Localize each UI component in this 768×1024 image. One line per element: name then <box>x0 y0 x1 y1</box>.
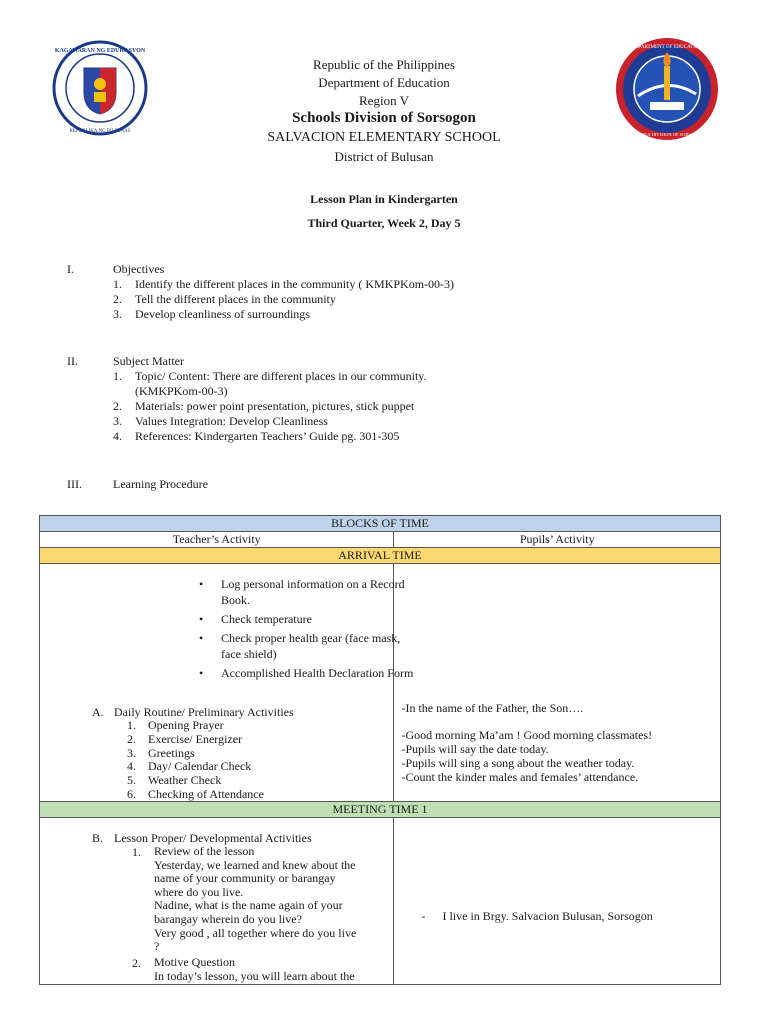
header-division: Schools Division of Sorsogon <box>292 110 476 126</box>
header-line-republic: Republic of the Philippines <box>313 57 455 72</box>
routine-item: Weather Check <box>148 773 222 788</box>
subject-matter-numeral: II. <box>67 354 78 368</box>
routine-item: Greetings <box>148 745 195 760</box>
daily-routine-numbers: 1. 2. 3. 4. 5. 6. <box>127 718 136 801</box>
header-line-region: Region V <box>359 93 409 108</box>
seal-bottom-text: REPUBLIKA NG PILIPINAS <box>69 129 131 134</box>
arrival-bullet-1: • Log personal information on a Record Book. <box>199 576 421 608</box>
pupil-response: -Count the kinder males and females’ attendance. <box>401 770 639 784</box>
subject-references: References: Kindergarten Teachers’ Guide pg. 301-305 <box>135 429 400 443</box>
procedure-heading: Learning Procedure <box>113 477 208 491</box>
teacher-activity-header: Teacher’s Activity <box>40 532 394 548</box>
header-school: SALVACION ELEMENTARY SCHOOL <box>267 130 501 145</box>
subject-num-3: 3. <box>113 414 122 428</box>
pupil-response: -Good morning Ma’am ! Good morning classmates! <box>401 728 653 742</box>
blocks-of-time-header: BLOCKS OF TIME <box>40 516 721 532</box>
logo-bottom-text: SCHOOLS DIVISION OF SORSOGON <box>630 132 704 137</box>
arrival-bullet-4: • Accomplished Health Declaration Form <box>199 665 421 681</box>
motive-title: Motive Question <box>154 955 235 969</box>
review-title: Review of the lesson <box>154 844 255 858</box>
routine-item: Opening Prayer <box>148 718 224 732</box>
objective-num-1: 1. <box>113 277 122 291</box>
subject-matter-heading: Subject Matter <box>113 354 184 368</box>
review-line: barangay wherein do you live? <box>154 911 302 926</box>
objective-num-3: 3. <box>113 307 122 321</box>
header-district: District of Bulusan <box>334 149 434 164</box>
motive-block <box>154 956 394 983</box>
procedure-numeral: III. <box>67 477 82 491</box>
objective-num-2: 2. <box>113 292 122 306</box>
arrival-bullet-2: • Check temperature <box>199 611 421 627</box>
pupil-response: -Pupils will say the date today. <box>401 742 549 756</box>
subject-topic: Topic/ Content: There are different places in our community. <box>135 369 427 383</box>
subject-materials: Materials: power point presentation, pictures, stick puppet <box>135 399 415 413</box>
pupil-answer-dash: - <box>421 909 426 923</box>
subject-num-4: 4. <box>113 429 122 443</box>
objectives-numeral: I. <box>67 262 74 276</box>
objectives-heading: Objectives <box>113 262 165 276</box>
objective-item-3: Develop cleanliness of surroundings <box>135 307 310 321</box>
learning-procedure-table <box>39 515 721 985</box>
pupil-activity-header: Pupils’ Activity <box>394 532 721 548</box>
subject-topic-code: (KMKPKom-00-3) <box>135 384 228 398</box>
routine-item: Checking of Attendance <box>148 786 264 801</box>
review-line: name of your community or barangay <box>154 871 336 886</box>
arrival-bullet-3: • Check proper health gear (face mask, face shield) <box>199 630 421 662</box>
deped-seal-logo <box>44 40 156 136</box>
lesson-plan-subtitle: Third Quarter, Week 2, Day 5 <box>307 216 461 230</box>
review-line: Yesterday, we learned and knew about the <box>154 857 356 872</box>
motive-line: In today’s lesson, you will learn about the <box>154 968 355 983</box>
lesson-proper-heading: Lesson Proper/ Developmental Activities <box>114 831 312 845</box>
pupil-answer: I live in Brgy. Salvacion Bulusan, Sorsogon <box>442 909 653 923</box>
review-line: ? <box>154 939 160 954</box>
logo-ring-text: DEPARTMENT OF EDUCATION <box>631 45 703 50</box>
routine-item: Day/ Calendar Check <box>148 759 252 774</box>
objective-item-1: Identify the different places in the community ( KMKPKom-00-3) <box>135 277 455 291</box>
subject-num-2: 2. <box>113 399 122 413</box>
meeting-time-band: MEETING TIME 1 <box>40 802 721 818</box>
pupil-response: -Pupils will sing a song about the weather today. <box>401 756 635 770</box>
routine-item: Exercise/ Energizer <box>148 731 243 746</box>
motive-number: 2. <box>132 956 141 970</box>
subject-num-1: 1. <box>113 369 122 383</box>
review-line: Very good , all together where do you live <box>154 925 357 940</box>
daily-routine-letter: A. <box>92 705 104 719</box>
review-number: 1. <box>132 845 141 859</box>
review-block <box>154 845 394 954</box>
arrival-pupil-cell <box>394 564 721 802</box>
review-line: Nadine, what is the name again of your <box>154 898 343 913</box>
pupil-response-prayer: -In the name of the Father, the Son…. <box>401 701 584 715</box>
daily-routine-list <box>148 719 264 802</box>
objective-item-2: Tell the different places in the community <box>135 292 336 306</box>
lesson-plan-title: Lesson Plan in Kindergarten <box>310 192 458 206</box>
arrival-teacher-cell <box>40 564 414 802</box>
subject-values: Values Integration: Develop Cleanliness <box>135 414 328 428</box>
arrival-checklist <box>199 576 421 681</box>
arrival-time-band: ARRIVAL TIME <box>40 548 721 564</box>
lesson-teacher-cell <box>40 818 394 985</box>
review-line: where do you live. <box>154 884 244 899</box>
lesson-proper-letter: B. <box>92 831 104 845</box>
pupil-responses-list <box>401 728 652 784</box>
sdo-sorsogon-logo <box>614 36 720 142</box>
header-line-deped: Department of Education <box>318 75 450 90</box>
seal-ring-text: KAGAWARAN NG EDUKASYON <box>54 48 146 54</box>
daily-routine-heading: Daily Routine/ Preliminary Activities <box>114 705 294 719</box>
lesson-pupil-cell <box>394 818 721 985</box>
